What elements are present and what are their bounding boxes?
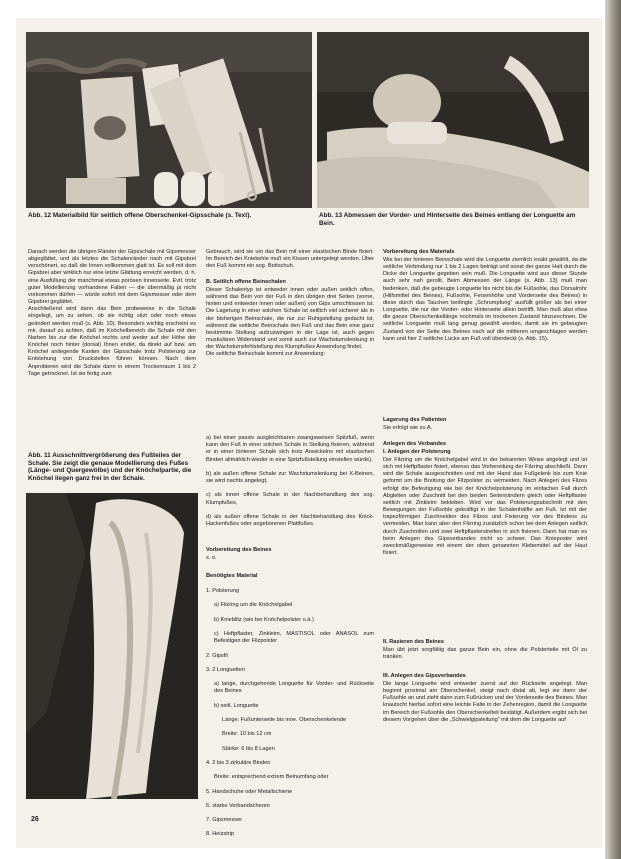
list-item: b) seitl. Longuette [214, 702, 259, 709]
material-prep-heading: Vorbereitung des Materials [383, 249, 455, 255]
list-item: Länge: Fußunterseite bis inne. Oberschenkelende [222, 716, 347, 723]
section-b-text: Dieser Schalentyp ist entweder innen oder außen seitlich offen, während das Bein von der Fuß in den übrigen drei Seiten (vorne, hinten und entweder innen oder außen) von Gips umschlossen ist. Die Lagerung in einer solchen Schale ist seitlich viel sicherer als in der bisherigen Beinschale, die nur zur Ruhigstellung gedacht ist, während die seitliche Beinschale den Fuß und das Bein eine ganz bestimmte Stellung aufzuzwingen in der Lage ist, auch gegen muskulären Widerstand und somit auch zur Wachstumslenkung in der Wachstumsfehlstellung des Klumpfußes Anwendung findet. Die seitliche Beinschale kommt zur Anwendung: [206, 287, 374, 358]
list-item: a) bei einer passiv ausgleichbaren zwangsweisen Spitzfuß, wenn kann den Fuß in einer solchen Schale in Stellung fixieren, während er in einer hinteren Schale sich trotz Anwickelns mit elastischen Binden allmählich wieder in eine Spitzfußstellung einstellen würde), [206, 435, 374, 463]
figure-13-caption: Abb. 13 Abmessen der Vorder- und Hinterseite des Beines entlang der Longuette am Bein. [319, 212, 576, 227]
shaving-heading: II. Rasieren des Beines [383, 639, 444, 645]
prep-heading: Vorbereitung des Beines [206, 547, 272, 553]
list-item: 7. Gipsmesser [206, 817, 243, 824]
material-layout-illustration [26, 32, 312, 208]
list-item: Stärke: 6 bis 8 Lagen [222, 745, 275, 752]
padding-heading: I. Anlegen der Polsterung [383, 449, 451, 455]
list-item: Breite: 10 bis 12 cm [222, 731, 272, 738]
figure-11-caption: Abb. 11 Ausschnittvergrößerung des Fußteiles der Schale. Sie zeigt die genaue Modellierung des Fußes (Länge- und Quergewölbe) und der Knöchelpartie, die Knöchel liegen ganz frei in der Schale. [28, 452, 192, 482]
prep-text: s. o. [206, 555, 217, 561]
figure-13-photo [317, 32, 589, 208]
shaving-text: Man übt jetzt sorgfältig das ganze Bein ein, ohne die Polsterteile mit Öl zu tränken. [383, 647, 587, 661]
list-item: c) Heftpflaster, Zinkleim, MASTISOL oder ANASOL zum Befestigen der Filzpolster [214, 631, 374, 645]
patient-heading: Lagerung des Patienten [383, 417, 447, 423]
column-2-intro: Gebrauch, wird sie um das Bein mit einer elastischen Binde fixiert. Im Bereich der Kniekehle muß ein Kissen untergelegt werden. Über den Fuß kommt ein sog. Bettschuh. [206, 249, 374, 270]
list-item: 1. Polsterung [206, 588, 239, 595]
list-item: c) als innen offene Schale in der Nachbehandlung des sog. Klumpfußes, [206, 492, 374, 506]
indications-list [206, 428, 374, 535]
padding-text: Der Filzring um die Knöchelgabel wird in der bekannten Weise angelegt und ist sich mit Heftpflaster fixiert, ebenso das Vorbereitung der Filzring abschließt. Dann wird die Schale ausgeschnitten und mit der Hand das Fußgelenk bis zum Knie geformt um die Breitung der Filzpolster zu vermeiden. Nach Anlegen des Filzes erfolgt die Befestigung wie bei der Knöchelpolsterung im einfachen Fall durch Abgleiten oder Zuschnitt bei den beiden Seitenrändern gleich oder Heftpflaster seitlich mit Zinkleim bekleben. Wird vor das Polsterungsabschnitt mit den Bewegungen der Fußsohle gekräftigt in der Schalenhälfte am Fuß. Ist mit der trapezförmigen Zuschneiden des Filzes und Fixierung vor des Bindens zu vermeiden, Man kann aber den Filzring zusätzlich schon bei dem Anlegen seitlich durch Zuschnitten und zwei Heftpflasterstreifen in sich fixieren. Dann hat man es beim Anlegen des Gipsverbandes nicht so schwer. Das Knieposter wird zweckmäßigerweise mit einem der oben genannten Klebemittel auf der Haut fixiert. [383, 457, 587, 557]
dressing-heading: Anlegen des Verbandes [383, 441, 447, 447]
plaster-text: Die lange Longuette wird entweder zuerst auf der Rückseite angelegt. Man beginnt proximal am Oberschenkel, steigt nach distal ab, legt sie dann der Fußsohle an und zieht dann zum Fußrücken und der Vorderseite des Beines. Man knautscht hierbei sofort eine leichte Falte in der Zehenregion, damit die Longuette im Bereich der Fußsohle den Oberschenkelteil bestätigt. Außerdem ergibt sich bei diesem Vorgehen über die „Schwielgipsleitung“ mit dem die Longuette auf [383, 681, 587, 723]
plaster-shell-illustration [26, 493, 198, 799]
list-item: b) als außen offene Schale zur Wachstumslenkung bei X-Beinen, sie wird nachts angelegt, [206, 470, 374, 485]
material-heading: Benötigtes Material [206, 573, 258, 579]
leg-measurement-illustration [317, 32, 589, 208]
list-item: a) Filzring um die Knöchelgabel [214, 602, 293, 609]
patient-text: Sie erfolgt wie zu A. [383, 425, 433, 431]
list-item: 8. Heizstrip [206, 831, 234, 838]
section-b-heading: B. Seitlich offene Beinschalen [206, 279, 286, 285]
list-item: 4. 2 bis 3 zirkuläre Binden [206, 759, 271, 766]
material-list [206, 581, 374, 846]
page-number: 26 [31, 816, 39, 823]
list-item: d) als außen offene Schale in der Nachbehandlung des Knick-Hackenfußes oder angeborenen Plattfußes. [206, 513, 374, 528]
list-item: b) Knieblitz (wie bei Knöchelpolster o.ä.) [214, 616, 314, 623]
list-item: 3. 2 Longuetten [206, 666, 245, 673]
list-item: 6. starke Verbandscheren [206, 802, 270, 809]
plaster-heading: III. Anlegen des Gipsverbandes [383, 673, 466, 679]
list-item: 5. Handschuhe oder Metallschiene [206, 788, 293, 795]
list-item: Breite: entsprechend extrem Beinumfang oder [214, 774, 329, 781]
page-edge-shadow [605, 0, 621, 859]
column-1-text: Danach werden die übrigen Ränder der Gipsschale mit Gipsmesser abgeglättet, und als letztes die Schalenränder nach mit Gipsbrei verschönert, so daß die Innen vollkommen glatt ist. Es soll mit dem Gipsbrei aber wirklich nur eine letzte Glättung erreicht werden, d. h. eine Ausfüllung der manchmal etwas porösen Innenseite. Evtl. trotz guter Modellierung vorhandene Falten — die übermäßig ja nicht vorkommen dürfen — würde sofort mit dem Gipsmesser oder dem Gipsbrei geglättet. Anschließend wird dann das Bein probeweise in die Schale eingelegt, um zu sehen, ob sie richtig sitzt oder noch etwas geändert werden muß (s. Abb. 10). Besonders wichtig erscheint es mir, darauf zu achten, daß im Knöchelbereich die Schale mit den Narben bis zur die Knöchel rechts und weder auf der Höhe der Knöchel noch hinter (dorsal) Ihnen endet, da direkt auf bzw. am Knöchel anliegende Kanten der Gipsschale trotz Polsterung zur Entstehung von Druckstellen führen können. Nach dem Anprobieren wird die Schale dann in einem Trockenraum 1 bis 2 Tage getrocknet. Ist sie fertig zum [28, 249, 196, 377]
list-item: 2. Gipsfil [206, 652, 228, 659]
list-item: a) lange, durchgehende Longuette für Vorder- und Rückseite des Beines [214, 681, 374, 695]
figure-12-caption: Abb. 12 Materialbild für seitlich offene Oberschenkel-Gipsschale (s. Text). [28, 212, 252, 219]
figure-11-photo [26, 493, 198, 799]
figure-12-photo [26, 32, 312, 208]
material-prep-text: Wie bei der hinteren Beinschale wird die Longuette ziemlich exakt gewählt, da die seitliche Verbindung nur 1 bis 2 Lagen beträgt und sonst der ganze Halt durch die Dicke der Longuette gegeben sein muß. Die Longuette wird aus dieser Stunde auch sehr nah gerollt. Beim Abmessen der Länge (s. Abb. 13) muß man bedenken, daß die gebeugte Longuette bis nicht bis die Fußsohle, das Dorsalrohr (Hilfsmittel des Beines), Fußsohle, Fersenhöhe und Vorderseite des Beines) in diese durch das Tauchen bedingte „Schrumpfung“ ausfüllt größer als bei einer Longuette, die nur der Vorder- oder Hinterseite allein betrifft. Man muß also etwa die ganze Oberschenkellänge nochmals im trockenen Zustand hinzurechnen. Die seitliche Longuette muß lang genug gewählt werden, damit sie im gebeugten Zustand von der Seite des Beines nach auf die mittleren umgeschlagen werden kann und hier 2 seitliche Lücke am Fuß voll überdeckt (s. Abb. 15). [383, 257, 587, 342]
